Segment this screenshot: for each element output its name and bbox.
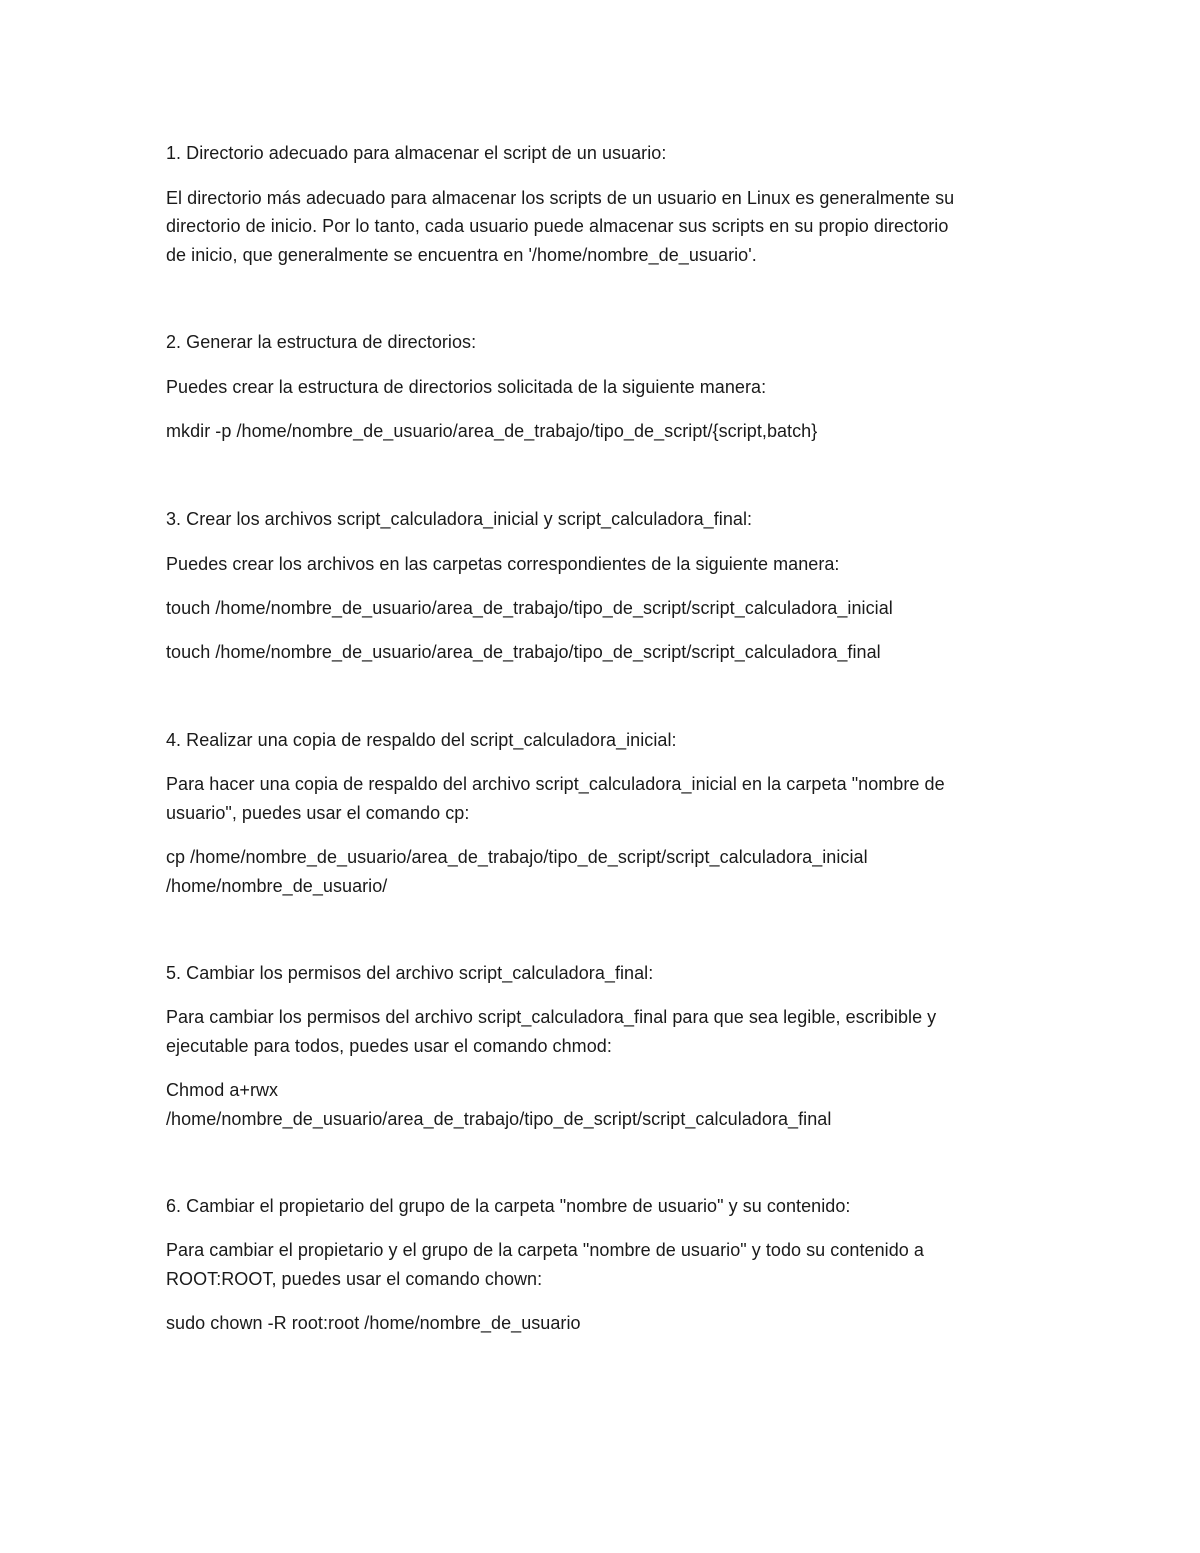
section-6-text-line: Para cambiar el propietario y el grupo de la carpeta "nombre de usuario" y todo su contenido a bbox=[166, 1240, 924, 1260]
section-2-command: mkdir -p /home/nombre_de_usuario/area_de_trabajo/tipo_de_script/{script,batch} bbox=[166, 421, 818, 441]
section-5-heading: 5. Cambiar los permisos del archivo script_calculadora_final: bbox=[166, 963, 654, 983]
section-1-text-line: El directorio más adecuado para almacenar los scripts de un usuario en Linux es generalmente su bbox=[166, 188, 955, 208]
section-1-text-line: directorio de inicio. Por lo tanto, cada usuario puede almacenar sus scripts en su propio directorio bbox=[166, 216, 949, 236]
section-6-command: sudo chown -R root:root /home/nombre_de_usuario bbox=[166, 1313, 581, 1333]
section-4-command: /home/nombre_de_usuario/ bbox=[166, 876, 388, 896]
section-1-text-line: de inicio, que generalmente se encuentra en '/home/nombre_de_usuario'. bbox=[166, 245, 757, 265]
section-4-text-line: usuario", puedes usar el comando cp: bbox=[166, 803, 470, 823]
section-6-heading: 6. Cambiar el propietario del grupo de la carpeta "nombre de usuario" y su contenido: bbox=[166, 1196, 851, 1216]
section-3-heading: 3. Crear los archivos script_calculadora_inicial y script_calculadora_final: bbox=[166, 509, 753, 529]
section-2-text-line: Puedes crear la estructura de directorios solicitada de la siguiente manera: bbox=[166, 377, 767, 397]
section-2-heading: 2. Generar la estructura de directorios: bbox=[166, 332, 477, 352]
section-3-command: touch /home/nombre_de_usuario/area_de_trabajo/tipo_de_script/script_calculadora_inicial bbox=[166, 598, 893, 618]
section-5-command: Chmod a+rwx bbox=[166, 1080, 279, 1100]
section-3-command: touch /home/nombre_de_usuario/area_de_trabajo/tipo_de_script/script_calculadora_final bbox=[166, 642, 881, 662]
section-5-text-line: ejecutable para todos, puedes usar el comando chmod: bbox=[166, 1036, 612, 1056]
section-4-command: cp /home/nombre_de_usuario/area_de_trabajo/tipo_de_script/script_calculadora_inicial bbox=[166, 847, 868, 867]
section-6-text-line: ROOT:ROOT, puedes usar el comando chown: bbox=[166, 1269, 543, 1289]
section-4-heading: 4. Realizar una copia de respaldo del script_calculadora_inicial: bbox=[166, 730, 677, 750]
section-1-heading: 1. Directorio adecuado para almacenar el script de un usuario: bbox=[166, 143, 667, 163]
section-4-text-line: Para hacer una copia de respaldo del archivo script_calculadora_inicial en la carpeta "nombre de bbox=[166, 774, 945, 794]
section-5-command: /home/nombre_de_usuario/area_de_trabajo/tipo_de_script/script_calculadora_final bbox=[166, 1109, 832, 1129]
section-5-text-line: Para cambiar los permisos del archivo script_calculadora_final para que sea legible, escribible y bbox=[166, 1007, 937, 1027]
section-3-text-line: Puedes crear los archivos en las carpetas correspondientes de la siguiente manera: bbox=[166, 554, 840, 574]
